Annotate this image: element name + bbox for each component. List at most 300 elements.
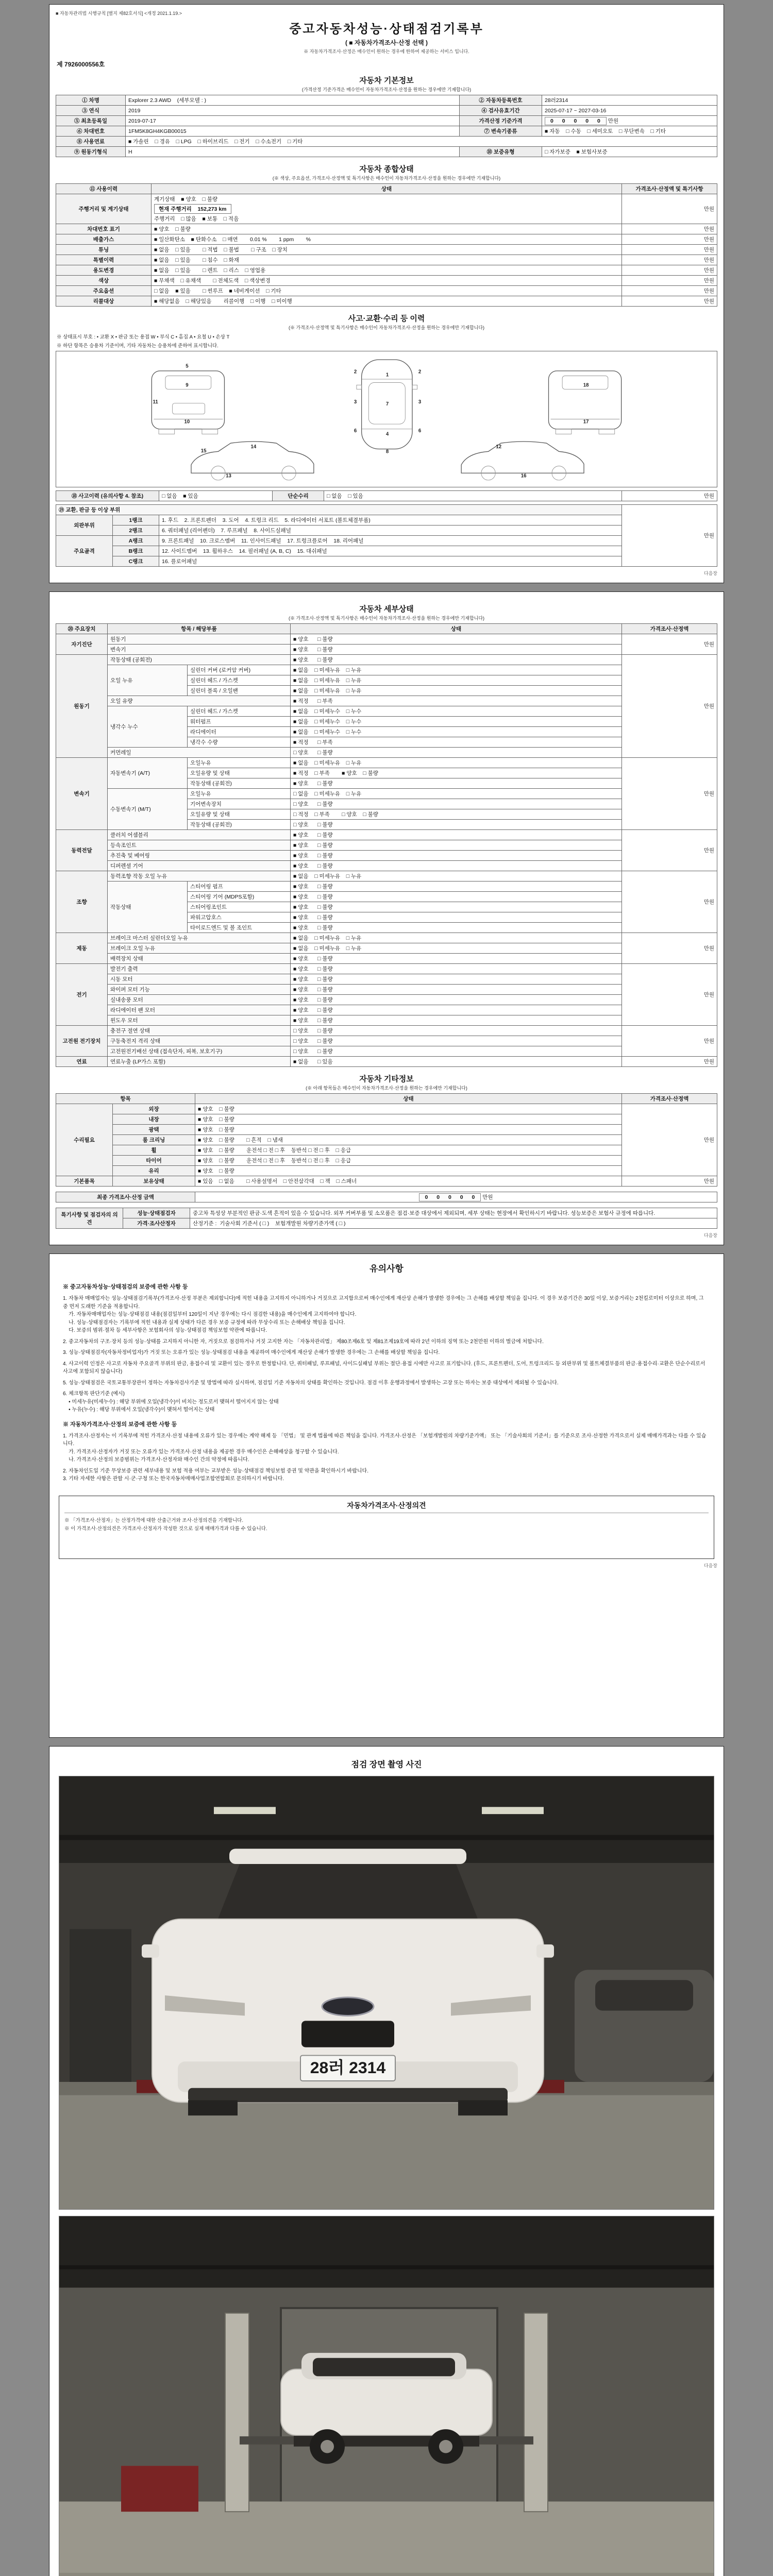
front-grille <box>173 403 205 414</box>
notice-paragraph: 5. 성능·상태점검은 국토교통부장관이 정하는 자동차검사기준 및 방법에 따라 실시하며, 점검일 기준 자동차의 상태를 확인하는 것입니다. 점검 이후 운행과정에서 발생하는 고장 또는 하자는 보증 대상에서 제외될 수 있습니다. <box>63 1380 559 1386</box>
detail-row <box>56 748 717 758</box>
detail-state: ■ 양호 □ 불량 <box>291 1015 622 1026</box>
notice-paragraph: 3. 성능·상태점검자(자동차정비업자)가 거짓 또는 오류가 있는 성능·상태점검 내용을 제공하여 매수인에게 재산상 손해가 발생한 경우에는 그 손해를 배상할 책임을 집니다. <box>63 1350 440 1356</box>
diagram-part-number: 6 <box>418 428 422 434</box>
overall-state <box>152 255 622 265</box>
detail-item: 오일 누유 <box>108 665 188 696</box>
etc-item: 광택 <box>113 1125 195 1135</box>
detail-state: ■ 양호 □ 불량 <box>291 985 622 995</box>
overall-state-line: ■ 일산화탄소 ■ 탄화수소 □ 매연 0.01 % 1 ppm % <box>154 236 311 243</box>
overall-price: 만원 <box>622 245 717 255</box>
field-label: ⑩ 보증유형 <box>460 147 542 157</box>
overall-price: 만원 <box>622 276 717 286</box>
simple-repair-state: □ 없음 □ 있음 <box>324 491 622 501</box>
detail-item: 구동축전지 격리 상태 <box>108 1036 291 1046</box>
field-label: ⑤ 최초등록일 <box>56 116 126 126</box>
diagram-part-number: 1 <box>385 372 389 378</box>
detail-group: 연료 <box>56 1057 108 1067</box>
next-page-marker: 다음장 <box>703 571 717 576</box>
column-header: 항목 <box>56 1094 195 1104</box>
detail-state: ■ 양호 □ 불량 <box>291 861 622 871</box>
detail-state: ■ 양호 □ 불량 <box>291 923 622 933</box>
detail-state: ■ 양호 □ 불량 <box>291 851 622 861</box>
etc-item: 휠 <box>113 1145 195 1156</box>
table-row <box>56 126 717 137</box>
overall-label: 용도변경 <box>56 265 152 276</box>
notice-paragraph: 6. 체크항목 판단기준 (예시) • 미세누유(미세누수) : 해당 부위에 오일(냉각수)이 비치는 정도로서 맺혀서 떨어지지 않는 상태 • 누유(누수) : 해당 부위에서 오일(냉각수)이 맺혀서 떨어지는 상태 <box>63 1391 279 1413</box>
detail-group: 변속기 <box>56 758 108 830</box>
toolbox <box>121 2466 198 2512</box>
detail-state: ■ 없음 □ 있음 <box>291 1057 622 1067</box>
detail-part: 실린더 블록 / 오일팬 <box>188 686 291 696</box>
detail-row <box>56 851 717 861</box>
panel-detail <box>49 591 724 1245</box>
overall-label: 차대번호 표기 <box>56 224 152 234</box>
detail-row <box>56 1057 717 1067</box>
detail-state: □ 적정 □ 부족 □ 양호 □ 불량 <box>291 809 622 820</box>
document-sheet <box>49 0 724 2576</box>
detail-row <box>56 696 717 706</box>
detail-state: ■ 양호 □ 불량 <box>291 974 622 985</box>
detail-state: □ 없음 □ 미세누유 □ 누유 <box>291 789 622 799</box>
etc-row <box>56 1125 717 1135</box>
table-row <box>56 491 717 501</box>
detail-part: 작동상태 (공회전) <box>188 820 291 830</box>
car-diagram-svg <box>58 353 715 482</box>
table-row <box>56 95 717 106</box>
final-price-unit: 만원 <box>482 1194 493 1200</box>
detail-item: 수동변속기 (M/T) <box>108 789 188 830</box>
etc-row <box>56 1114 717 1125</box>
detail-part: 기어변속장치 <box>188 799 291 809</box>
table-header-row <box>56 184 717 194</box>
overall-state <box>152 234 622 245</box>
final-price-digits: 0 0 0 0 0 <box>419 1193 481 1201</box>
section-note-basic: (가격산정 기준가격은 매수인이 자동차가격조사·산정을 원하는 경우에만 기재합니다) <box>301 87 472 92</box>
etc-item: 유리 <box>113 1166 195 1176</box>
detail-state: □ 양호 □ 불량 <box>291 1036 622 1046</box>
overall-label: 리콜대상 <box>56 296 152 307</box>
overall-state-line: □ 없음 ■ 있음 □ 썬루프 ■ 네비게이션 □ 기타 <box>154 288 281 294</box>
column-header: 상태 <box>291 624 622 634</box>
etc-state: ■ 양호 □ 불량 <box>195 1114 622 1125</box>
table-row <box>56 116 717 126</box>
overall-label: 주행거리 및 계기상태 <box>56 194 152 224</box>
overall-state <box>152 296 622 307</box>
overall-row <box>56 276 717 286</box>
detail-state: ■ 없음 □ 미세누수 □ 누수 <box>291 727 622 737</box>
diagram-part-number: 12 <box>496 444 502 450</box>
notice-paragraph: 1. 자동차 매매업자는 성능·상태점검기록부(가격조사·산정 부분은 제외합니다)에 적힌 내용을 고지하지 아니하거나 거짓으로 고지함으로써 매수인에게 재산상 손해가 발생한 경우에는 그 손해를 배상할 책임을 집니다. 이 경우 보증기간은 30일 이상, 보증거리는 2천킬로미터 이상으로 하며, 그 중 먼저 도래한 기준을 적용합니다. 가. 자동차매매업자는 성능·상태점검 내용(점검일부터 120일이 지난 경우에는 다시 점검한 내용)을 매수인에게 고지하여야 합니다. 나. 성능·상태점검자는 기록부에 적힌 내용과 실제 상태가 다른 경우 보증 규정에 따라 무상수리 또는 손해배상 책임을 집니다. 다. 보증의 범위·절차 등 세부사항은 보험회사의 성능·상태점검 책임보험 약관에 따릅니다. <box>63 1296 704 1334</box>
overall-state <box>152 245 622 255</box>
rank-price: 만원 <box>622 505 717 567</box>
garage-ceiling <box>59 2216 714 2287</box>
engine-type-value: H <box>126 147 460 157</box>
table-row <box>56 1208 717 1218</box>
overall-state <box>152 276 622 286</box>
form-reference: ■ 자동차관리법 시행규칙 [별지 제82호서식] <개정 2021.1.19.> <box>56 11 182 16</box>
background-shelf <box>70 1929 131 2081</box>
car-grille <box>301 2021 394 2047</box>
table-row <box>56 137 717 147</box>
diagram-part-number: 8 <box>385 449 389 455</box>
detail-price: 만원 <box>622 871 717 933</box>
detail-part: 스티어링조인트 <box>188 902 291 912</box>
simple-repair-label: 단순수리 <box>273 491 324 501</box>
section-note-detail: (※ 가격조사·산정액 및 특기사항은 매수인이 자동차가격조사·산정을 원하는 경우에만 기재합니다) <box>288 616 485 621</box>
etc-row <box>56 1135 717 1145</box>
detail-item: 라디에이터 팬 모터 <box>108 1005 291 1015</box>
detail-price: 만원 <box>622 830 717 871</box>
detail-row <box>56 985 717 995</box>
detail-part: 오일유량 및 상태 <box>188 768 291 778</box>
accident-history-label: ⑱ 사고이력 (유의사항 4. 참조) <box>56 491 159 501</box>
fuel-options: ■ 가솔린 □ 경유 □ LPG □ 하이브리드 □ 전기 □ 수소전기 □ 기타 <box>126 137 717 147</box>
notice-paragraph: 4. 사고이력 인정은 사고로 자동차 주요골격 부위의 판금, 용접수리 및 교환이 있는 경우로 한정합니다. 단, 쿼터패널, 루프패널, 사이드실패널 부위는 절단·용접 시에만 사고로 표기합니다. (후드, 프론트펜더, 도어, 트렁크리드 등 외판부위 및 볼트체결부품의 판금·용접수리·교환은 단순수리로서 사고에 포함되지 않습니다) <box>63 1361 707 1375</box>
diagram-part-number: 3 <box>354 399 357 405</box>
basic-info-table <box>56 95 717 157</box>
rank-part: 주요골격 <box>56 536 113 567</box>
notes-body <box>56 1275 717 1488</box>
section-title-overall: 자동차 종합상태 <box>359 165 414 174</box>
section-title-notes: 유의사항 <box>369 1264 404 1274</box>
rank-items: 9. 프론트패널 10. 크로스멤버 11. 인사이드패널 17. 트렁크플로어 18. 리어패널 <box>159 536 622 546</box>
detail-item: 브레이크 마스터 실린더오일 누유 <box>108 933 291 943</box>
detail-row <box>56 1026 717 1036</box>
rank-row <box>56 556 717 567</box>
detail-part: 라디에이터 <box>188 727 291 737</box>
inspection-period-value: 2025-07-17 ~ 2027-03-16 <box>542 106 717 116</box>
detail-state: ■ 양호 □ 불량 <box>291 1005 622 1015</box>
field-label: ② 자동차등록번호 <box>460 95 542 106</box>
etc-item: 룸 크리닝 <box>113 1135 195 1145</box>
overall-price: 만원 <box>622 234 717 245</box>
detail-item: 작동상태 (공회전) <box>108 655 291 665</box>
detail-row <box>56 1015 717 1026</box>
overall-row <box>56 265 717 276</box>
field-label: ⑥ 차대번호 <box>56 126 126 137</box>
overall-state-line: ■ 무채색 □ 유채색 □ 전체도색 □ 색상변경 <box>154 278 271 284</box>
detail-state: ■ 없음 □ 미세누유 □ 누유 <box>291 758 622 768</box>
column-header: 가격조사·산정액 및 특기사항 <box>622 184 717 194</box>
etc-item: 타이어 <box>113 1156 195 1166</box>
detail-item: 동력조향 작동 오일 누유 <box>108 871 291 882</box>
diagram-part-number: 6 <box>354 428 357 434</box>
detail-row <box>56 933 717 943</box>
detail-row <box>56 943 717 954</box>
detail-price: 만원 <box>622 933 717 964</box>
diagram-part-number: 2 <box>418 369 422 375</box>
field-label: ③ 연식 <box>56 106 126 116</box>
field-label: ① 차명 <box>56 95 126 106</box>
section-title-basic: 자동차 기본정보 <box>359 76 414 85</box>
detail-price: 만원 <box>622 964 717 1026</box>
overall-state-line: ■ 없음 □ 있음 □ 적법 □ 불법 □ 구조 □ 장치 <box>154 247 288 253</box>
overall-price: 만원 <box>622 255 717 265</box>
accident-history-state: □ 없음 ■ 있음 <box>159 491 273 501</box>
car-roof <box>229 1849 466 1864</box>
detail-part: 파워고압호스 <box>188 912 291 923</box>
garage-floor <box>59 2501 714 2576</box>
detail-item: 발전기 출력 <box>108 964 291 974</box>
overall-state-line: 주행거리 □ 많음 ■ 보통 □ 적음 <box>154 216 239 222</box>
detail-item: 충전구 절연 상태 <box>108 1026 291 1036</box>
price-opinion-box <box>59 1496 714 1559</box>
detail-group: 조향 <box>56 871 108 933</box>
diagram-part-number: 18 <box>583 382 589 388</box>
remarks-table <box>56 1208 717 1229</box>
detail-item: 자동변속기 (A/T) <box>108 758 188 789</box>
table-header-row <box>56 1094 717 1104</box>
column-header: 가격조사·산정액 <box>622 624 717 634</box>
rank-header-row <box>56 505 717 515</box>
rank-part: 외판부위 <box>56 515 113 536</box>
remarks-who: 성능·상태점검자 <box>123 1208 190 1218</box>
detail-part: 실린더 헤드 / 가스켓 <box>188 675 291 686</box>
lift-post-right <box>524 2313 548 2512</box>
detail-row <box>56 665 717 675</box>
detail-state: ■ 없음 □ 미세누수 □ 누수 <box>291 706 622 717</box>
detail-state: ■ 양호 □ 불량 <box>291 902 622 912</box>
etc-item: 외장 <box>113 1104 195 1114</box>
detail-state: ■ 적정 □ 부족 <box>291 696 622 706</box>
detail-state: ■ 양호 □ 불량 <box>291 954 622 964</box>
section-title-accident: 사고·교환·수리 등 이력 <box>348 314 425 323</box>
overall-row <box>56 234 717 245</box>
overall-label: 색상 <box>56 276 152 286</box>
diagram-part-number: 11 <box>153 399 158 405</box>
photo-front-svg <box>59 1776 714 2209</box>
detail-state: □ 양호 □ 불량 <box>291 1026 622 1036</box>
table-row <box>56 106 717 116</box>
overall-state <box>152 286 622 296</box>
detail-part: 실린더 커버 (로커암 커버) <box>188 665 291 675</box>
detail-state: □ 양호 □ 불량 <box>291 820 622 830</box>
etc-row <box>56 1176 717 1187</box>
detail-group: 고전원 전기장치 <box>56 1026 108 1057</box>
accident-price: 만원 <box>622 491 717 501</box>
detail-state: ■ 양호 □ 불량 <box>291 840 622 851</box>
ceiling-light <box>214 1807 276 1814</box>
detail-item: 배력장치 상태 <box>108 954 291 964</box>
detail-row <box>56 974 717 985</box>
rank-grade: B랭크 <box>113 546 159 556</box>
overall-row <box>56 245 717 255</box>
car-tire-right <box>458 2100 508 2116</box>
rank-items: 16. 플로어패널 <box>159 556 622 567</box>
panel-photos <box>49 1746 724 2576</box>
detail-price: 만원 <box>622 1026 717 1057</box>
floor-foreground <box>59 2573 714 2576</box>
detail-row <box>56 840 717 851</box>
diagram-part-number: 10 <box>184 419 190 425</box>
detail-group: 전기 <box>56 964 108 1026</box>
detail-row <box>56 1005 717 1015</box>
detail-row <box>56 830 717 840</box>
car-mirror-left <box>142 1944 159 1958</box>
detail-row <box>56 1046 717 1057</box>
detail-state: ■ 적정 □ 부족 ■ 양호 □ 불량 <box>291 768 622 778</box>
detail-state: ■ 양호 □ 불량 <box>291 830 622 840</box>
detail-part: 스티어링 펌프 <box>188 882 291 892</box>
notes-heading: ※ 중고자동차성능·상태점검의 보증에 관한 사항 등 <box>63 1284 188 1290</box>
etc-row <box>56 1156 717 1166</box>
detail-part: 작동상태 (공회전) <box>188 778 291 789</box>
detail-row <box>56 1036 717 1046</box>
exchange-rank-table <box>56 504 717 567</box>
detail-state: □ 양호 □ 불량 <box>291 1046 622 1057</box>
remarks-label: 특기사항 및 점검자의 의견 <box>56 1208 123 1229</box>
detail-item: 변속기 <box>108 645 291 655</box>
table-header-row <box>56 624 717 634</box>
exchange-label: ⑲ 교환, 판금 등 이상 부위 <box>56 505 622 515</box>
rank-items: 6. 쿼터패널 (리어펜더) 7. 루프패널 8. 사이드실패널 <box>159 526 622 536</box>
overall-row <box>56 286 717 296</box>
detail-item: 시동 모터 <box>108 974 291 985</box>
detail-part: 워터펌프 <box>188 717 291 727</box>
rank-items: 12. 사이드멤버 13. 휠하우스 14. 필러패널 (A, B, C) 15. 대쉬패널 <box>159 546 622 556</box>
car-hub-front <box>321 2440 334 2453</box>
detail-item: 윈도우 모터 <box>108 1015 291 1026</box>
overall-state <box>152 224 622 234</box>
etc-row <box>56 1145 717 1156</box>
rank-grade: C랭크 <box>113 556 159 567</box>
overall-label: 주요옵션 <box>56 286 152 296</box>
detail-item: 고전원전기배선 상태 (접속단자, 피복, 보호기구) <box>108 1046 291 1057</box>
etc-state: ■ 양호 □ 불량 운전석 □ 전 □ 후 동반석 □ 전 □ 후 □ 응급 <box>195 1145 622 1156</box>
column-header: 상태 <box>195 1094 622 1104</box>
detail-part: 냉각수 수량 <box>188 737 291 748</box>
etc-group: 기본품목 <box>56 1176 113 1187</box>
overall-state-line: ■ 없음 □ 있음 □ 렌트 □ 리스 □ 영업용 <box>154 267 266 274</box>
overall-price: 만원 <box>622 286 717 296</box>
detail-item: 와이퍼 모터 기능 <box>108 985 291 995</box>
diagram-part-number: 5 <box>186 363 189 369</box>
detail-item: 커먼레일 <box>108 748 291 758</box>
detail-item: 클러치 어셈블리 <box>108 830 291 840</box>
status-mark-legend: ※ 상태표시 부호 : • 교환 X • 판금 또는 용접 W • 부식 C • 흠집 A • 요철 U • 손상 T <box>57 334 230 340</box>
base-price-unit: 만원 <box>608 118 619 124</box>
lift-arm-left <box>240 2436 301 2445</box>
rank-grade: 1랭크 <box>113 515 159 526</box>
detail-state: □ 양호 □ 불량 <box>291 799 622 809</box>
diagram-part-number: 7 <box>385 401 389 407</box>
final-price-table <box>56 1192 717 1202</box>
detail-item: 작동상태 <box>108 882 188 933</box>
car-mirror-right <box>536 1944 554 1958</box>
next-page-marker: 다음장 <box>703 1563 717 1568</box>
car-tire-left <box>188 2100 238 2116</box>
remarks-who: 가격·조사산정자 <box>123 1218 190 1229</box>
rank-row <box>56 536 717 546</box>
overall-state-line: 계기상태 ■ 양호 □ 불량 <box>154 196 218 202</box>
car-bumper-lip <box>188 2088 508 2103</box>
etc-item: 보유상태 <box>113 1176 195 1187</box>
detail-state: ■ 양호 □ 불량 <box>291 645 622 655</box>
garage-floor <box>59 2092 714 2209</box>
overall-state <box>152 265 622 276</box>
section-title-etc: 자동차 기타정보 <box>359 1075 414 1083</box>
background-car-window <box>595 1980 693 2010</box>
etc-state: ■ 양호 □ 불량 운전석 □ 전 □ 후 동반석 □ 전 □ 후 □ 응급 <box>195 1156 622 1166</box>
column-header: ⑳ 주요장치 <box>56 624 108 634</box>
overall-price: 만원 <box>622 296 717 307</box>
detail-row <box>56 995 717 1005</box>
detail-row <box>56 655 717 665</box>
notice-paragraph: 2. 중고자동차의 구조·장치 등의 성능·상태를 고지하지 아니한 자, 거짓으로 점검하거나 거짓 고지한 자는 「자동차관리법」 제80조제6호 및 제81조제19호에 따라 2년 이하의 징역 또는 2천만원 이하의 벌금에 처합니다. <box>63 1338 544 1345</box>
document-number: 제 7926000556호 <box>57 61 105 68</box>
detail-row <box>56 861 717 871</box>
detail-state: ■ 없음 □ 미세누유 □ 누유 <box>291 686 622 696</box>
detail-state: ■ 양호 □ 불량 <box>291 995 622 1005</box>
overall-price: 만원 <box>622 224 717 234</box>
overall-label: 튜닝 <box>56 245 152 255</box>
lift-arm-right <box>472 2436 533 2445</box>
detail-item: 브레이크 오일 누유 <box>108 943 291 954</box>
photo-lift-svg <box>59 2216 714 2576</box>
detail-item: 추진축 및 베어링 <box>108 851 291 861</box>
detail-row <box>56 645 717 655</box>
detail-item: 연료누출 (LP가스 포함) <box>108 1057 291 1067</box>
warranty-type-options: □ 자가보증 ■ 보험사보증 <box>542 147 717 157</box>
detail-row <box>56 789 717 799</box>
detail-row <box>56 954 717 964</box>
detail-price: 만원 <box>622 758 717 830</box>
detail-group: 원동기 <box>56 655 108 758</box>
opinion-note: ※ 「가격조사·산정자」는 산정가격에 대한 산출근거와 조사·산정의견을 기재합니다. <box>64 1517 243 1523</box>
overall-row <box>56 296 717 307</box>
next-page-marker: 다음장 <box>703 1233 717 1238</box>
detail-item: 등속조인트 <box>108 840 291 851</box>
column-header: 가격조사·산정액 <box>622 1094 717 1104</box>
detail-state: □ 양호 □ 불량 <box>291 748 622 758</box>
table-row <box>56 1192 717 1202</box>
lift-post-left <box>225 2313 249 2512</box>
overall-price: 만원 <box>622 265 717 276</box>
vin-value: 1FM5K8GH4KGB00015 <box>126 126 460 137</box>
overall-state-line: 현재 주행거리 152,273 km <box>154 204 231 214</box>
column-header: 항목 / 해당부품 <box>108 624 291 634</box>
detail-price: 만원 <box>622 634 717 655</box>
top-mirror-left <box>357 385 362 389</box>
rear-wheel-left <box>556 429 572 434</box>
diagram-part-number: 14 <box>250 444 257 450</box>
registration-number-value: 28러2314 <box>542 95 717 106</box>
overall-row <box>56 224 717 234</box>
front-wheel-right <box>202 429 218 434</box>
overall-price: 만원 <box>622 194 717 224</box>
field-label: ⑨ 원동기형식 <box>56 147 126 157</box>
etc-price: 만원 <box>622 1104 717 1176</box>
section-note-overall: (※ 색상, 주요옵션, 가격조사·산정액 및 특기사항은 매수인이 자동차가격조사·산정을 원하는 경우에만 기재합니다) <box>272 176 501 181</box>
title-note: ※ 자동차가격조사·산정은 매수인이 원하는 경우에 한하여 제공하는 서비스 입니다. <box>304 49 469 54</box>
detail-part: 오일유량 및 상태 <box>188 809 291 820</box>
etc-state: ■ 양호 □ 불량 □ 흔적 □ 냄새 <box>195 1135 622 1145</box>
overall-condition-table <box>56 183 717 307</box>
diagram-part-number: 3 <box>418 399 422 405</box>
price-option-line: ( ■ 자동차가격조사·산정 선택 ) <box>345 39 428 46</box>
detail-part: 오일누유 <box>188 758 291 768</box>
etc-state: ■ 양호 □ 불량 <box>195 1166 622 1176</box>
etc-state: ■ 양호 □ 불량 <box>195 1104 622 1114</box>
etc-info-table <box>56 1093 717 1187</box>
field-label: ⑦ 변속기종류 <box>460 126 542 137</box>
detail-part: 실린더 헤드 / 가스켓 <box>188 706 291 717</box>
etc-group: 수리필요 <box>56 1104 113 1176</box>
rank-items: 1. 후드 2. 프론트펜더 3. 도어 4. 트렁크 리드 5. 라디에이터 서포트 (볼트체결부품) <box>159 515 622 526</box>
diagram-part-number: 9 <box>186 382 189 388</box>
overall-row <box>56 194 717 224</box>
